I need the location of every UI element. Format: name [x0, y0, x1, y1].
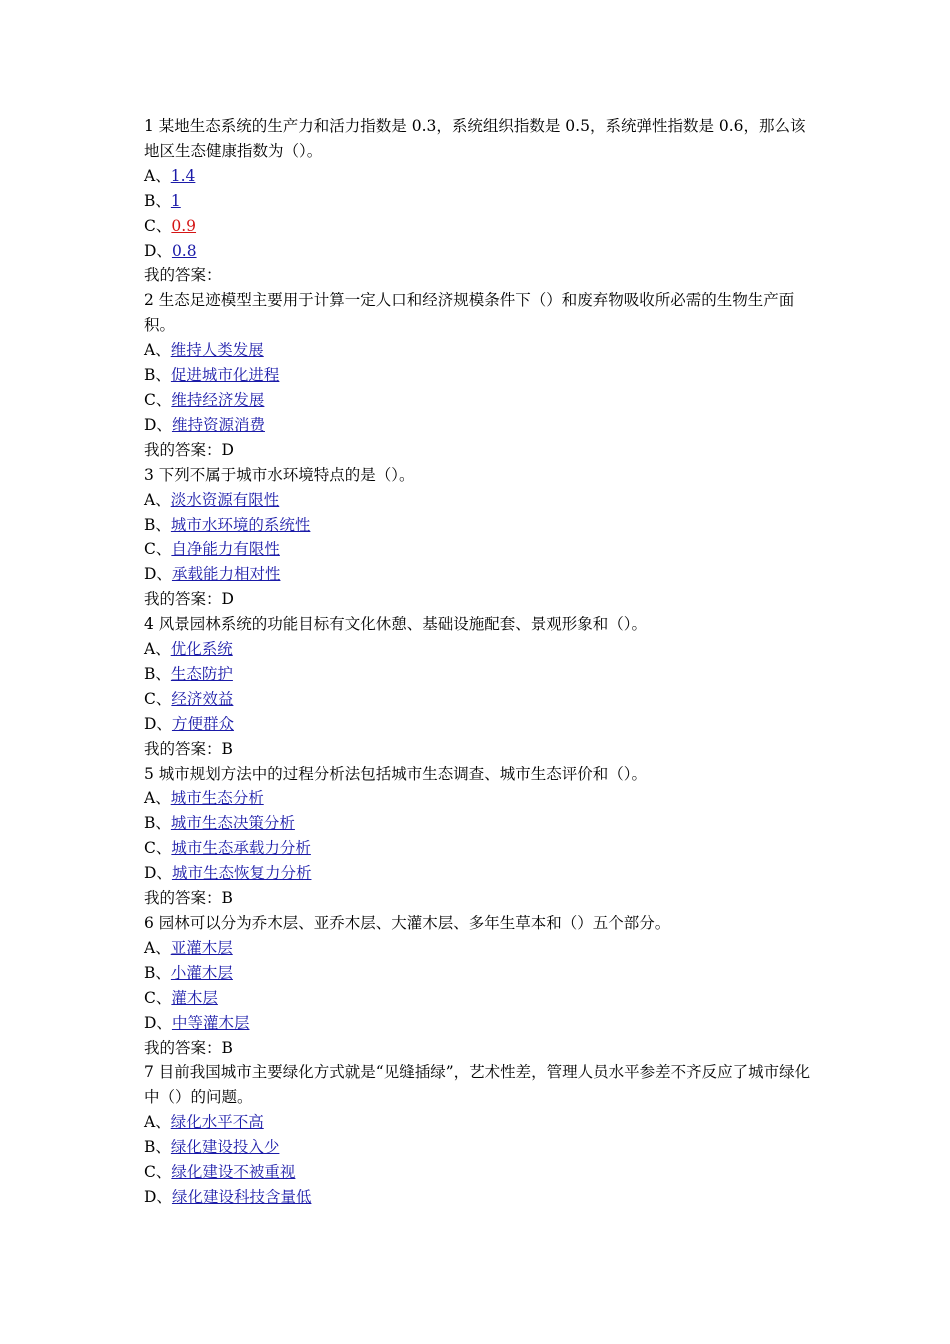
option-letter: D、	[144, 1187, 172, 1206]
answer-option	[144, 1135, 812, 1160]
answer-option	[144, 413, 812, 438]
my-answer-label: 我的答案：	[144, 590, 222, 609]
my-answer-label: 我的答案：	[144, 266, 222, 285]
option-link[interactable]: 优化系统	[170, 640, 233, 659]
option-link[interactable]: 绿化建设投入少	[170, 1138, 280, 1157]
answer-option	[144, 811, 812, 836]
answer-option	[144, 338, 812, 363]
option-link[interactable]: 承载能力相对性	[171, 565, 281, 584]
question-block	[144, 911, 812, 1060]
option-letter: B、	[144, 814, 171, 833]
answer-option	[144, 388, 812, 413]
option-letter: A、	[144, 1113, 171, 1132]
answer-option	[144, 936, 812, 961]
answer-option	[144, 786, 812, 811]
option-link[interactable]: 绿化水平不高	[170, 1113, 264, 1132]
option-link[interactable]: 城市生态决策分析	[170, 814, 295, 833]
option-letter: D、	[144, 415, 172, 434]
option-link[interactable]: 城市生态恢复力分析	[171, 864, 312, 883]
option-letter: D、	[144, 714, 172, 733]
option-link[interactable]: 维持经济发展	[171, 390, 265, 409]
answer-option	[144, 861, 812, 886]
answer-option	[144, 1011, 812, 1036]
answer-option	[144, 189, 812, 214]
answer-option	[144, 363, 812, 388]
quiz-document	[144, 114, 812, 1210]
option-letter: B、	[144, 191, 171, 210]
option-link[interactable]: 小灌木层	[170, 963, 233, 982]
answer-option	[144, 1185, 812, 1210]
answer-option	[144, 239, 812, 264]
answer-option	[144, 712, 812, 737]
my-answer-label: 我的答案：	[144, 440, 222, 459]
question-text: 1 某地生态系统的生产力和活力指数是 0.3，系统组织指数是 0.5，系统弹性指数是 0.6，那么该地区生态健康指数为（）。	[144, 117, 806, 160]
option-letter: C、	[144, 1163, 172, 1182]
option-letter: B、	[144, 515, 171, 534]
option-link[interactable]: 亚灌木层	[170, 938, 233, 957]
option-link[interactable]: 淡水资源有限性	[170, 490, 280, 509]
question-text: 4 风景园林系统的功能目标有文化休憩、基础设施配套、景观形象和（）。	[144, 615, 648, 634]
answer-option	[144, 986, 812, 1011]
option-link[interactable]: 绿化建设不被重视	[171, 1163, 296, 1182]
option-link[interactable]: 0.9	[171, 216, 197, 235]
question-text: 2 生态足迹模型主要用于计算一定人口和经济规模条件下（）和废弃物吸收所必需的生物生产面积。	[144, 291, 795, 335]
option-letter: D、	[144, 864, 172, 883]
option-link[interactable]: 中等灌木层	[171, 1013, 250, 1032]
my-answer	[144, 263, 812, 288]
option-letter: A、	[144, 938, 171, 957]
my-answer-label: 我的答案：	[144, 1038, 222, 1057]
answer-option	[144, 662, 812, 687]
my-answer	[144, 1036, 812, 1061]
option-link[interactable]: 1.4	[170, 166, 196, 185]
question-block	[144, 612, 812, 761]
answer-option	[144, 1160, 812, 1185]
my-answer-value: B	[221, 889, 233, 908]
question-block	[144, 762, 812, 911]
option-link[interactable]: 自净能力有限性	[171, 540, 280, 559]
question-text: 7 目前我国城市主要绿化方式就是“见缝插绿”，艺术性差，管理人员水平参差不齐反应了城市绿化中（）的问题。	[144, 1063, 811, 1107]
option-link[interactable]: 方便群众	[171, 714, 234, 733]
option-letter: D、	[144, 241, 172, 260]
answer-option	[144, 637, 812, 662]
option-letter: B、	[144, 366, 171, 385]
option-letter: A、	[144, 640, 171, 659]
option-letter: D、	[144, 1013, 172, 1032]
question-block	[144, 288, 812, 462]
option-letter: C、	[144, 390, 172, 409]
answer-option	[144, 961, 812, 986]
my-answer-value: B	[221, 1038, 233, 1057]
option-link[interactable]: 绿化建设科技含量低	[171, 1187, 312, 1206]
answer-option	[144, 537, 812, 562]
option-link[interactable]: 1	[170, 191, 181, 210]
option-letter: A、	[144, 789, 171, 808]
option-letter: B、	[144, 664, 171, 683]
my-answer	[144, 886, 812, 911]
option-letter: B、	[144, 1138, 171, 1157]
question-block	[144, 463, 812, 612]
option-link[interactable]: 经济效益	[171, 689, 234, 708]
answer-option	[144, 836, 812, 861]
my-answer	[144, 438, 812, 463]
answer-option	[144, 164, 812, 189]
option-link[interactable]: 城市生态分析	[170, 789, 264, 808]
my-answer-value: D	[221, 590, 234, 609]
option-link[interactable]: 维持资源消费	[171, 415, 265, 434]
my-answer-label: 我的答案：	[144, 889, 222, 908]
option-link[interactable]: 灌木层	[171, 988, 218, 1007]
option-letter: A、	[144, 341, 171, 360]
option-letter: C、	[144, 216, 172, 235]
question-text: 5 城市规划方法中的过程分析法包括城市生态调查、城市生态评价和（）。	[144, 764, 648, 783]
answer-option	[144, 488, 812, 513]
answer-option	[144, 1110, 812, 1135]
my-answer-value: B	[221, 739, 233, 758]
my-answer-value: D	[221, 440, 234, 459]
option-letter: C、	[144, 540, 172, 559]
my-answer	[144, 587, 812, 612]
option-link[interactable]: 促进城市化进程	[170, 366, 280, 385]
option-link[interactable]: 城市水环境的系统性	[170, 515, 311, 534]
answer-option	[144, 562, 812, 587]
question-text: 6 园林可以分为乔木层、亚乔木层、大灌木层、多年生草本和（）五个部分。	[144, 914, 671, 932]
option-letter: C、	[144, 988, 172, 1007]
answer-option	[144, 513, 812, 538]
option-letter: B、	[144, 963, 171, 982]
question-block	[144, 1060, 812, 1209]
option-letter: C、	[144, 839, 172, 858]
option-link[interactable]: 城市生态承载力分析	[171, 839, 311, 858]
my-answer	[144, 737, 812, 762]
option-link[interactable]: 生态防护	[170, 664, 233, 683]
option-letter: D、	[144, 565, 172, 584]
option-letter: C、	[144, 689, 172, 708]
option-link[interactable]: 维持人类发展	[170, 341, 264, 360]
question-text: 3 下列不属于城市水环境特点的是（）。	[144, 465, 415, 484]
answer-option	[144, 687, 812, 712]
option-letter: A、	[144, 490, 171, 509]
option-link[interactable]: 0.8	[171, 241, 197, 260]
answer-option	[144, 214, 812, 239]
my-answer-label: 我的答案：	[144, 739, 222, 758]
option-letter: A、	[144, 166, 171, 185]
question-block	[144, 114, 812, 288]
